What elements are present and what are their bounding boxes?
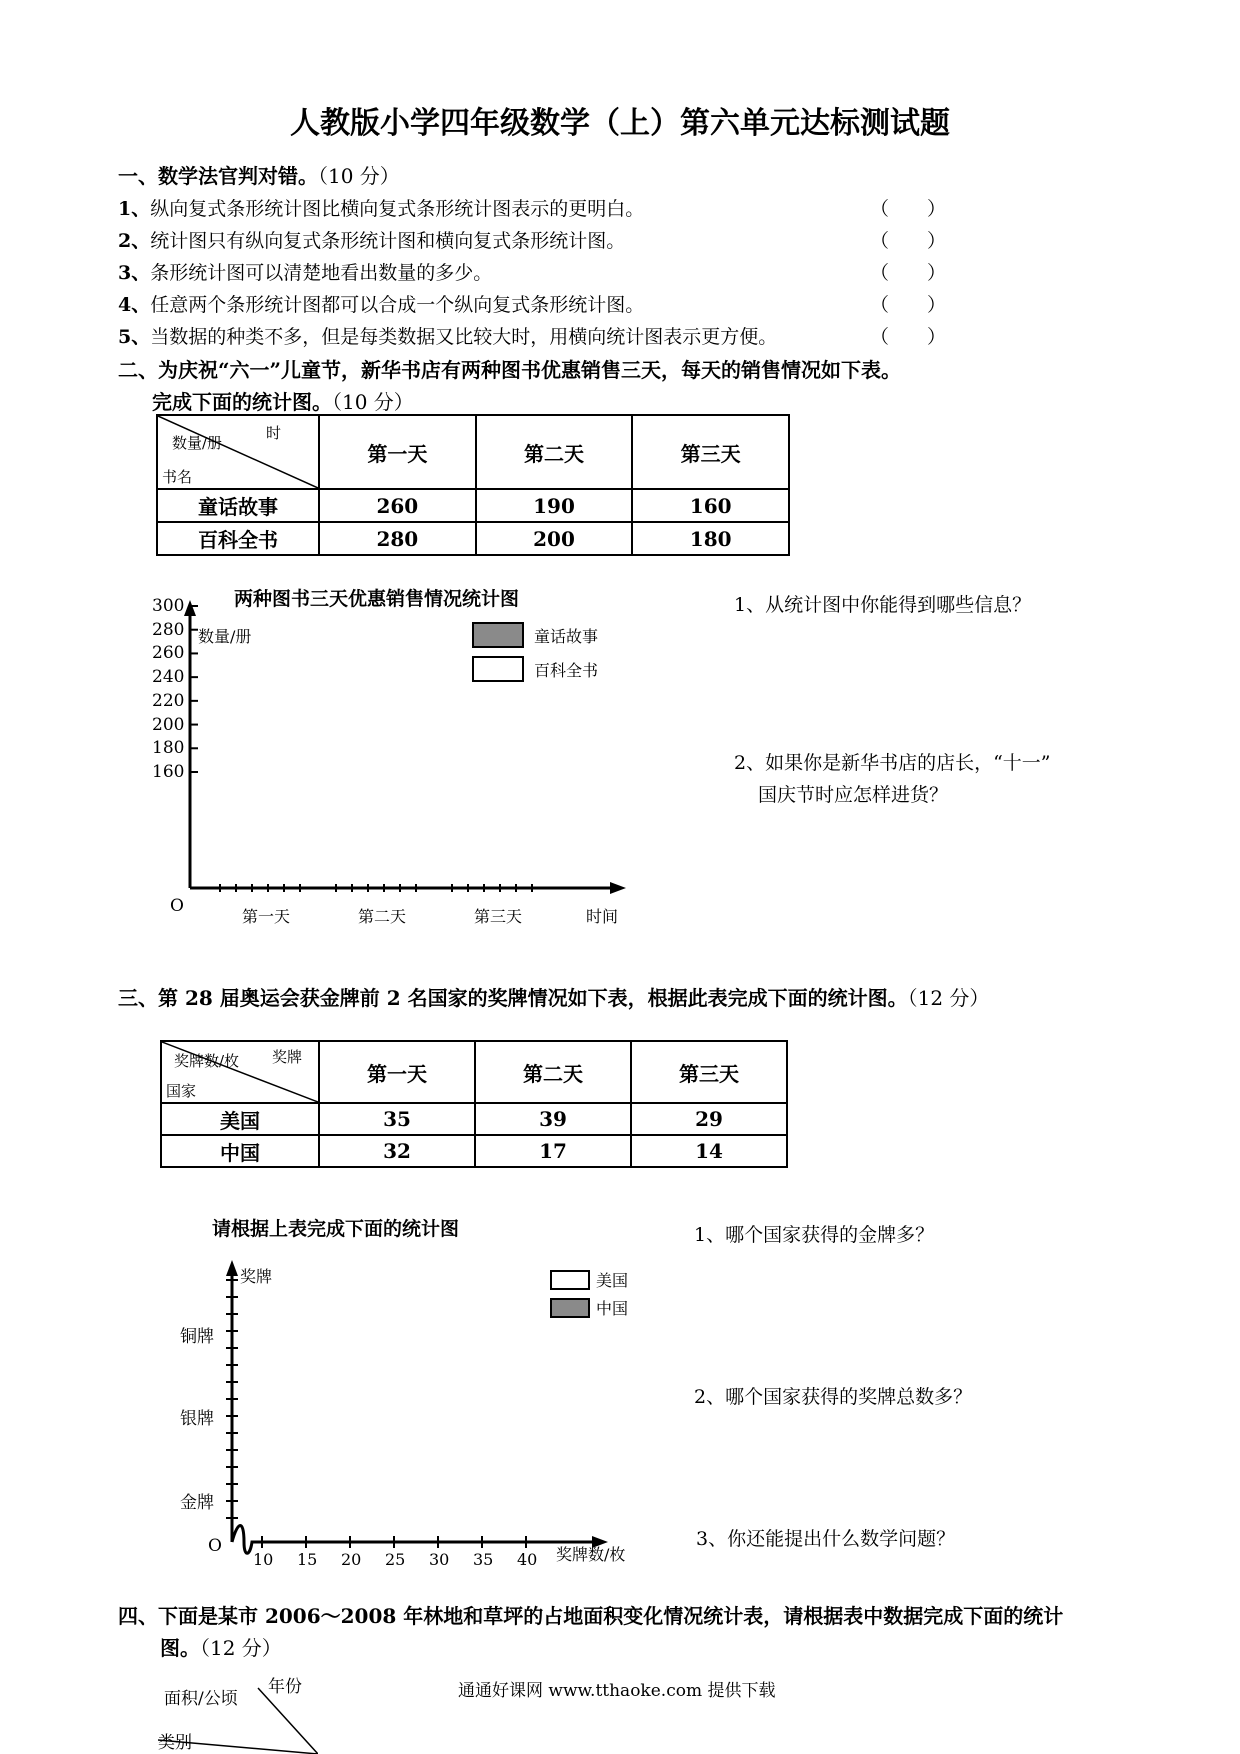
x-tick-label: 20 — [341, 1550, 362, 1569]
x-tick-label: 40 — [517, 1550, 538, 1569]
x-tick-label: 25 — [385, 1550, 406, 1569]
chart2-ylabel: 奖牌 — [240, 1267, 273, 1286]
section1-heading-text: 一、数学法官判对错。 — [118, 164, 318, 188]
x-tick-label: 15 — [297, 1550, 318, 1569]
tf-item: 1、纵向复式条形统计图比横向复式条形统计图表示的更明白。 — [118, 198, 645, 220]
section1-points: （10 分） — [318, 164, 400, 188]
medals-table — [160, 1040, 788, 1168]
answer-paren[interactable]: （ ） — [870, 326, 947, 348]
tf-item: 5、当数据的种类不多，但是每类数据又比较大时，用横向统计图表示更方便。 — [118, 326, 778, 348]
legend-label: 童话故事 — [534, 627, 599, 646]
section2-heading-line2: 完成下面的统计图。（10 分） — [152, 390, 414, 414]
chart2-question: 1、哪个国家获得的金牌多？ — [694, 1224, 935, 1246]
answer-paren[interactable]: （ ） — [870, 262, 947, 284]
section2-heading: 二、为庆祝“六一”儿童节，新华书店有两种图书优惠销售三天，每天的销售情况如下表。 — [118, 358, 902, 382]
x-tick-label: 第二天 — [358, 907, 407, 926]
col-header: 第三天 — [631, 1041, 787, 1103]
table-row: 中国 32 17 14 — [161, 1135, 787, 1167]
chart1-question: 1、从统计图中你能得到哪些信息？ — [734, 594, 1032, 616]
y-tick-label: 220 — [152, 690, 185, 711]
chart2-question: 2、哪个国家获得的奖牌总数多？ — [694, 1386, 973, 1408]
chart2-origin: O — [208, 1536, 222, 1556]
y-tick-label: 160 — [152, 762, 185, 782]
page-title: 人教版小学四年级数学（上）第六单元达标测试题 — [290, 106, 950, 141]
legend-label: 美国 — [596, 1271, 629, 1290]
x-tick-label: 10 — [253, 1550, 274, 1569]
col-header: 第一天 — [319, 415, 476, 489]
y-tick-label: 240 — [152, 667, 185, 688]
answer-paren[interactable]: （ ） — [870, 198, 947, 220]
col-header: 第二天 — [476, 415, 633, 489]
y-category-label: 金牌 — [180, 1493, 214, 1513]
section4-heading-line2: 图。（12 分） — [160, 1636, 282, 1660]
legend-label: 百科全书 — [534, 661, 599, 680]
footer-text: 通通好课网 www.tthaoke.com 提供下载 — [458, 1681, 776, 1701]
books-table — [156, 414, 790, 556]
chart1-xlabel: 时间 — [586, 907, 619, 926]
table-row: 百科全书 280 200 180 — [157, 522, 789, 555]
chart1-ylabel: 数量/册 — [198, 627, 252, 646]
section4-heading: 四、下面是某市 2006～2008 年林地和草坪的占地面积变化情况统计表，请根据表中数据完成下面的统计 — [118, 1604, 1064, 1628]
chart1-question: 2、如果你是新华书店的店长，“十一” — [734, 752, 1051, 774]
legend-label: 中国 — [596, 1299, 629, 1318]
x-tick-label: 第三天 — [474, 907, 523, 926]
chart2-title: 请根据上表完成下面的统计图 — [212, 1218, 460, 1240]
y-tick-label: 200 — [152, 714, 185, 735]
x-tick-label: 第一天 — [242, 907, 291, 926]
tf-item: 4、任意两个条形统计图都可以合成一个纵向复式条形统计图。 — [118, 294, 645, 316]
chart1-axes — [150, 600, 630, 920]
y-tick-label: 300 — [152, 596, 185, 616]
col-header: 第一天 — [319, 1041, 475, 1103]
chart1-title: 两种图书三天优惠销售情况统计图 — [234, 588, 520, 610]
y-tick-label: 280 — [152, 619, 185, 640]
chart2-axes — [200, 1260, 620, 1560]
tf-item: 3、条形统计图可以清楚地看出数量的多少。 — [118, 262, 493, 284]
table-corner-cell: 奖牌 奖牌数/枚 国家 — [161, 1041, 319, 1103]
y-category-label: 银牌 — [180, 1409, 214, 1429]
y-category-label: 铜牌 — [180, 1327, 214, 1347]
col-header: 第二天 — [475, 1041, 631, 1103]
section4-table-corner: 年份 面积/公顷 类别 — [158, 1668, 318, 1754]
x-tick-label: 30 — [429, 1550, 450, 1569]
y-tick-label: 180 — [152, 738, 185, 759]
section1-heading — [118, 160, 400, 189]
chart1-origin: O — [170, 896, 184, 916]
table-corner-cell: 时 数量/册 书名 — [157, 415, 319, 489]
chart2-xlabel: 奖牌数/枚 — [556, 1545, 626, 1564]
tf-item: 2、统计图只有纵向复式条形统计图和横向复式条形统计图。 — [118, 230, 626, 252]
answer-paren[interactable]: （ ） — [870, 230, 947, 252]
chart1-question: 国庆节时应怎样进货？ — [758, 784, 949, 806]
answer-paren[interactable]: （ ） — [870, 294, 947, 316]
section3-heading: 三、第 28 届奥运会获金牌前 2 名国家的奖牌情况如下表，根据此表完成下面的统计图。（12 分） — [118, 986, 990, 1010]
chart2-question: 3、你还能提出什么数学问题？ — [696, 1528, 956, 1550]
x-tick-label: 35 — [473, 1550, 494, 1569]
table-row: 童话故事 260 190 160 — [157, 489, 789, 522]
table-row: 美国 35 39 29 — [161, 1103, 787, 1135]
y-tick-label: 260 — [152, 643, 185, 664]
col-header: 第三天 — [632, 415, 789, 489]
